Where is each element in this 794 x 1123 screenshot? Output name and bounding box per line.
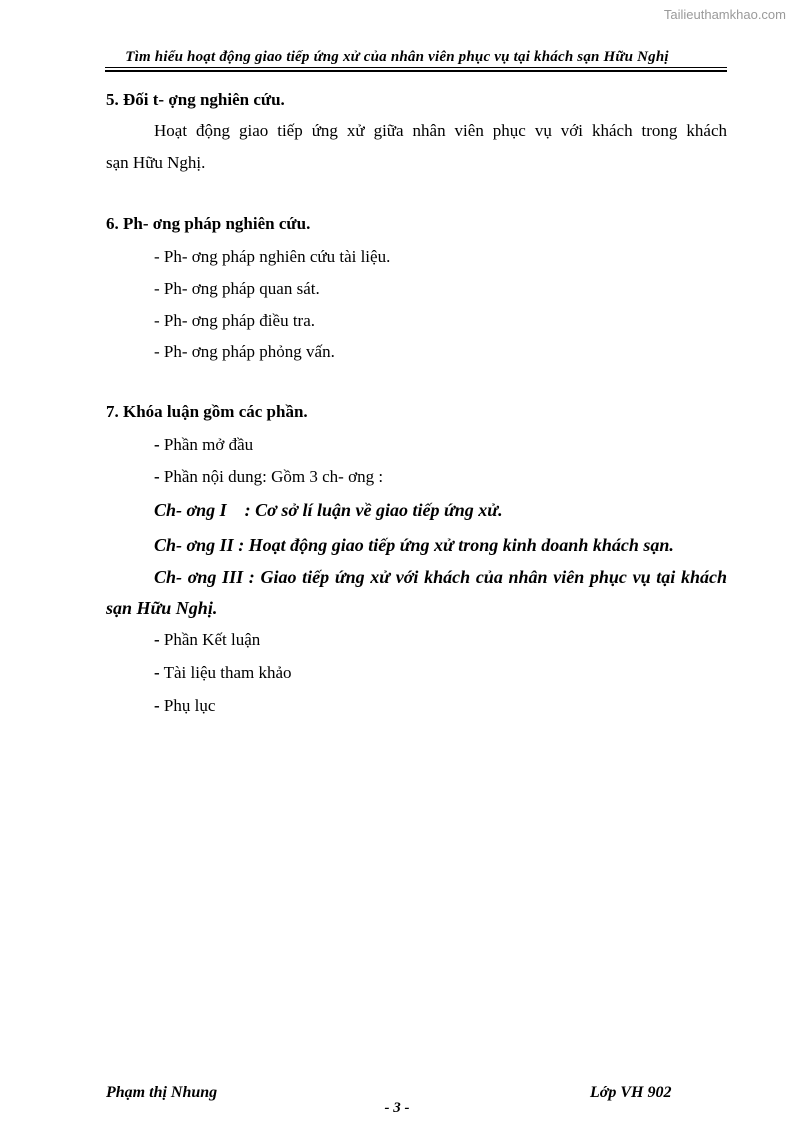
- outline-item: [154, 696, 215, 716]
- chapter-2: Ch- ơng II : Hoạt động giao tiếp ứng xử trong kinh doanh khách sạn.: [154, 535, 674, 555]
- outline-item-label: Phần Kết luận: [163, 630, 261, 649]
- running-header-title: Tìm hiểu hoạt động giao tiếp ứng xử của nhân viên phục vụ tại khách sạn Hữu Nghị: [125, 49, 669, 65]
- outline-bullet: -: [154, 630, 160, 649]
- section-5-paragraph-line-1: Hoạt động giao tiếp ứng xử giữa nhân viên phục vụ với khách trong khách: [154, 121, 727, 140]
- section-5-heading: 5. Đối t- ợng nghiên cứu.: [106, 90, 285, 109]
- section-7-heading: 7. Khóa luận gồm các phần.: [106, 402, 308, 421]
- outline-bullet: -: [154, 663, 160, 682]
- outline-bullet: -: [154, 696, 160, 715]
- header-rule-thick: [105, 70, 727, 72]
- footer-class: Lớp VH 902: [590, 1084, 672, 1101]
- method-item: - Ph- ơng pháp phỏng vấn.: [154, 342, 335, 361]
- outline-item-label: Phần mở đầu: [163, 435, 254, 454]
- page-number: - 3 -: [384, 1100, 410, 1116]
- chapter-3-continuation: sạn Hữu Nghị.: [106, 598, 218, 618]
- outline-item: [154, 630, 260, 650]
- outline-item: [154, 663, 292, 683]
- outline-bullet: -: [154, 467, 160, 486]
- method-item: - Ph- ơng pháp điều tra.: [154, 311, 316, 330]
- section-5-paragraph-line-2: sạn Hữu Nghị.: [106, 153, 206, 172]
- watermark: Tailieuthamkhao.com: [663, 7, 786, 22]
- outline-item-label: Phụ lục: [163, 696, 216, 715]
- method-item: - Ph- ơng pháp nghiên cứu tài liệu.: [154, 247, 391, 266]
- outline-item: [154, 467, 383, 487]
- outline-bullet: -: [154, 435, 160, 454]
- method-item: - Ph- ơng pháp quan sát.: [154, 279, 320, 298]
- outline-item-label: Phần nội dung: Gồm 3 ch- ơng :: [163, 467, 384, 486]
- footer-author: Phạm thị Nhung: [106, 1084, 218, 1101]
- chapter-1: Ch- ơng I : Cơ sở lí luận về giao tiếp ứng xử.: [154, 500, 503, 520]
- header-rule-thin: [105, 67, 727, 68]
- outline-item-label: Tài liệu tham khảo: [163, 663, 292, 682]
- section-6-heading: 6. Ph- ơng pháp nghiên cứu.: [106, 214, 311, 233]
- outline-item: [154, 435, 253, 455]
- chapter-3: Ch- ơng III : Giao tiếp ứng xử với khách của nhân viên phục vụ tại khách: [154, 567, 727, 587]
